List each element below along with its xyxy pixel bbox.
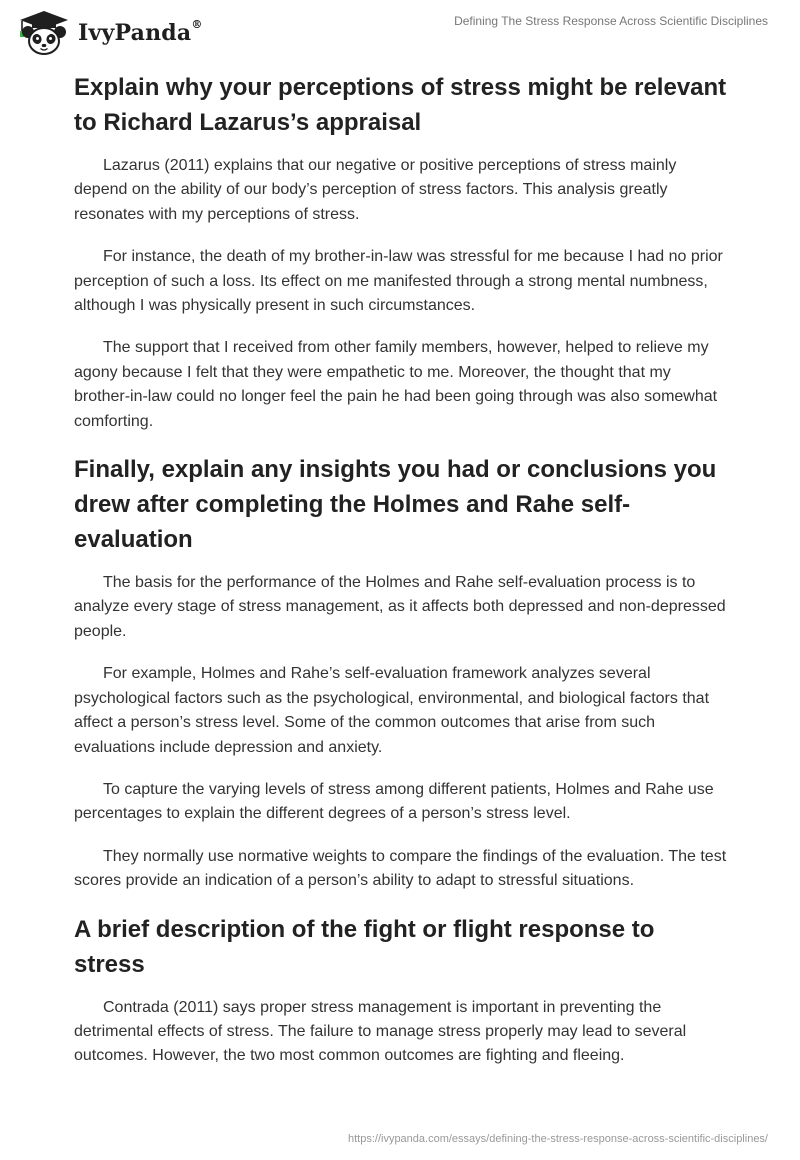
section-holmes-rahe-insights xyxy=(74,452,728,893)
panda-graduate-icon xyxy=(14,8,72,58)
page-header xyxy=(0,0,800,60)
section-heading: Explain why your perceptions of stress might be relevant to Richard Lazarus’s appraisal xyxy=(74,74,727,136)
paragraph: Contrada (2011) says proper stress management is important in preventing the detrimental effects of stress. The failure to manage stress properly may lead to several outcomes. However, the two most common outcomes are fighting and fleeing. xyxy=(74,998,687,1065)
essay-content xyxy=(74,70,728,1087)
section-lazarus-appraisal xyxy=(74,70,728,434)
source-url[interactable]: https://ivypanda.com/essays/defining-the-stress-response-across-scientific-disciplines/ xyxy=(347,1133,768,1145)
paragraph: They normally use normative weights to compare the findings of the evaluation. The test scores provide an indication of a person’s ability to adapt to stressful situations. xyxy=(74,847,727,890)
brand-logo[interactable] xyxy=(14,8,203,58)
paragraph: For instance, the death of my brother-in-law was stressful for me because I had no prior perception of such a loss. Its effect on me manifested through a strong mental numbness, although I was physically present in such circumstances. xyxy=(74,248,723,315)
paragraph: The basis for the performance of the Holmes and Rahe self-evaluation process is to analyze every stage of stress management, as it affects both depressed and non-depressed people. xyxy=(74,574,726,640)
section-heading: A brief description of the fight or flight response to stress xyxy=(74,915,655,978)
paragraph: To capture the varying levels of stress among different patients, Holmes and Rahe use percentages to explain the different degrees of a person’s stress level. xyxy=(74,780,714,823)
paragraph: For example, Holmes and Rahe’s self-evaluation framework analyzes several psychological factors such as the psychological, environmental, and biological factors that affect a person’s stress level. Some of the common outcomes that arise from such evaluations include depression and anxiety. xyxy=(74,665,710,756)
section-fight-or-flight xyxy=(74,912,728,1069)
document-title: Defining The Stress Response Across Scientific Disciplines xyxy=(454,14,768,28)
section-heading: Finally, explain any insights you had or conclusions you drew after completing the Holmes and Rahe self-evaluation xyxy=(74,456,717,554)
paragraph: Lazarus (2011) explains that our negative or positive perceptions of stress mainly depend on the ability of our body’s perception of stress factors. This analysis greatly resonates with my perceptions of stress. xyxy=(74,157,677,223)
brand-name: IvyPanda® xyxy=(78,18,203,46)
paragraph: The support that I received from other family members, however, helped to relieve my agony because I felt that they were empathetic to me. Moreover, the thought that my brother-in-law could no longer feel the pain he had been going through was also somewhat comforting. xyxy=(74,339,718,430)
registered-mark: ® xyxy=(191,18,203,31)
